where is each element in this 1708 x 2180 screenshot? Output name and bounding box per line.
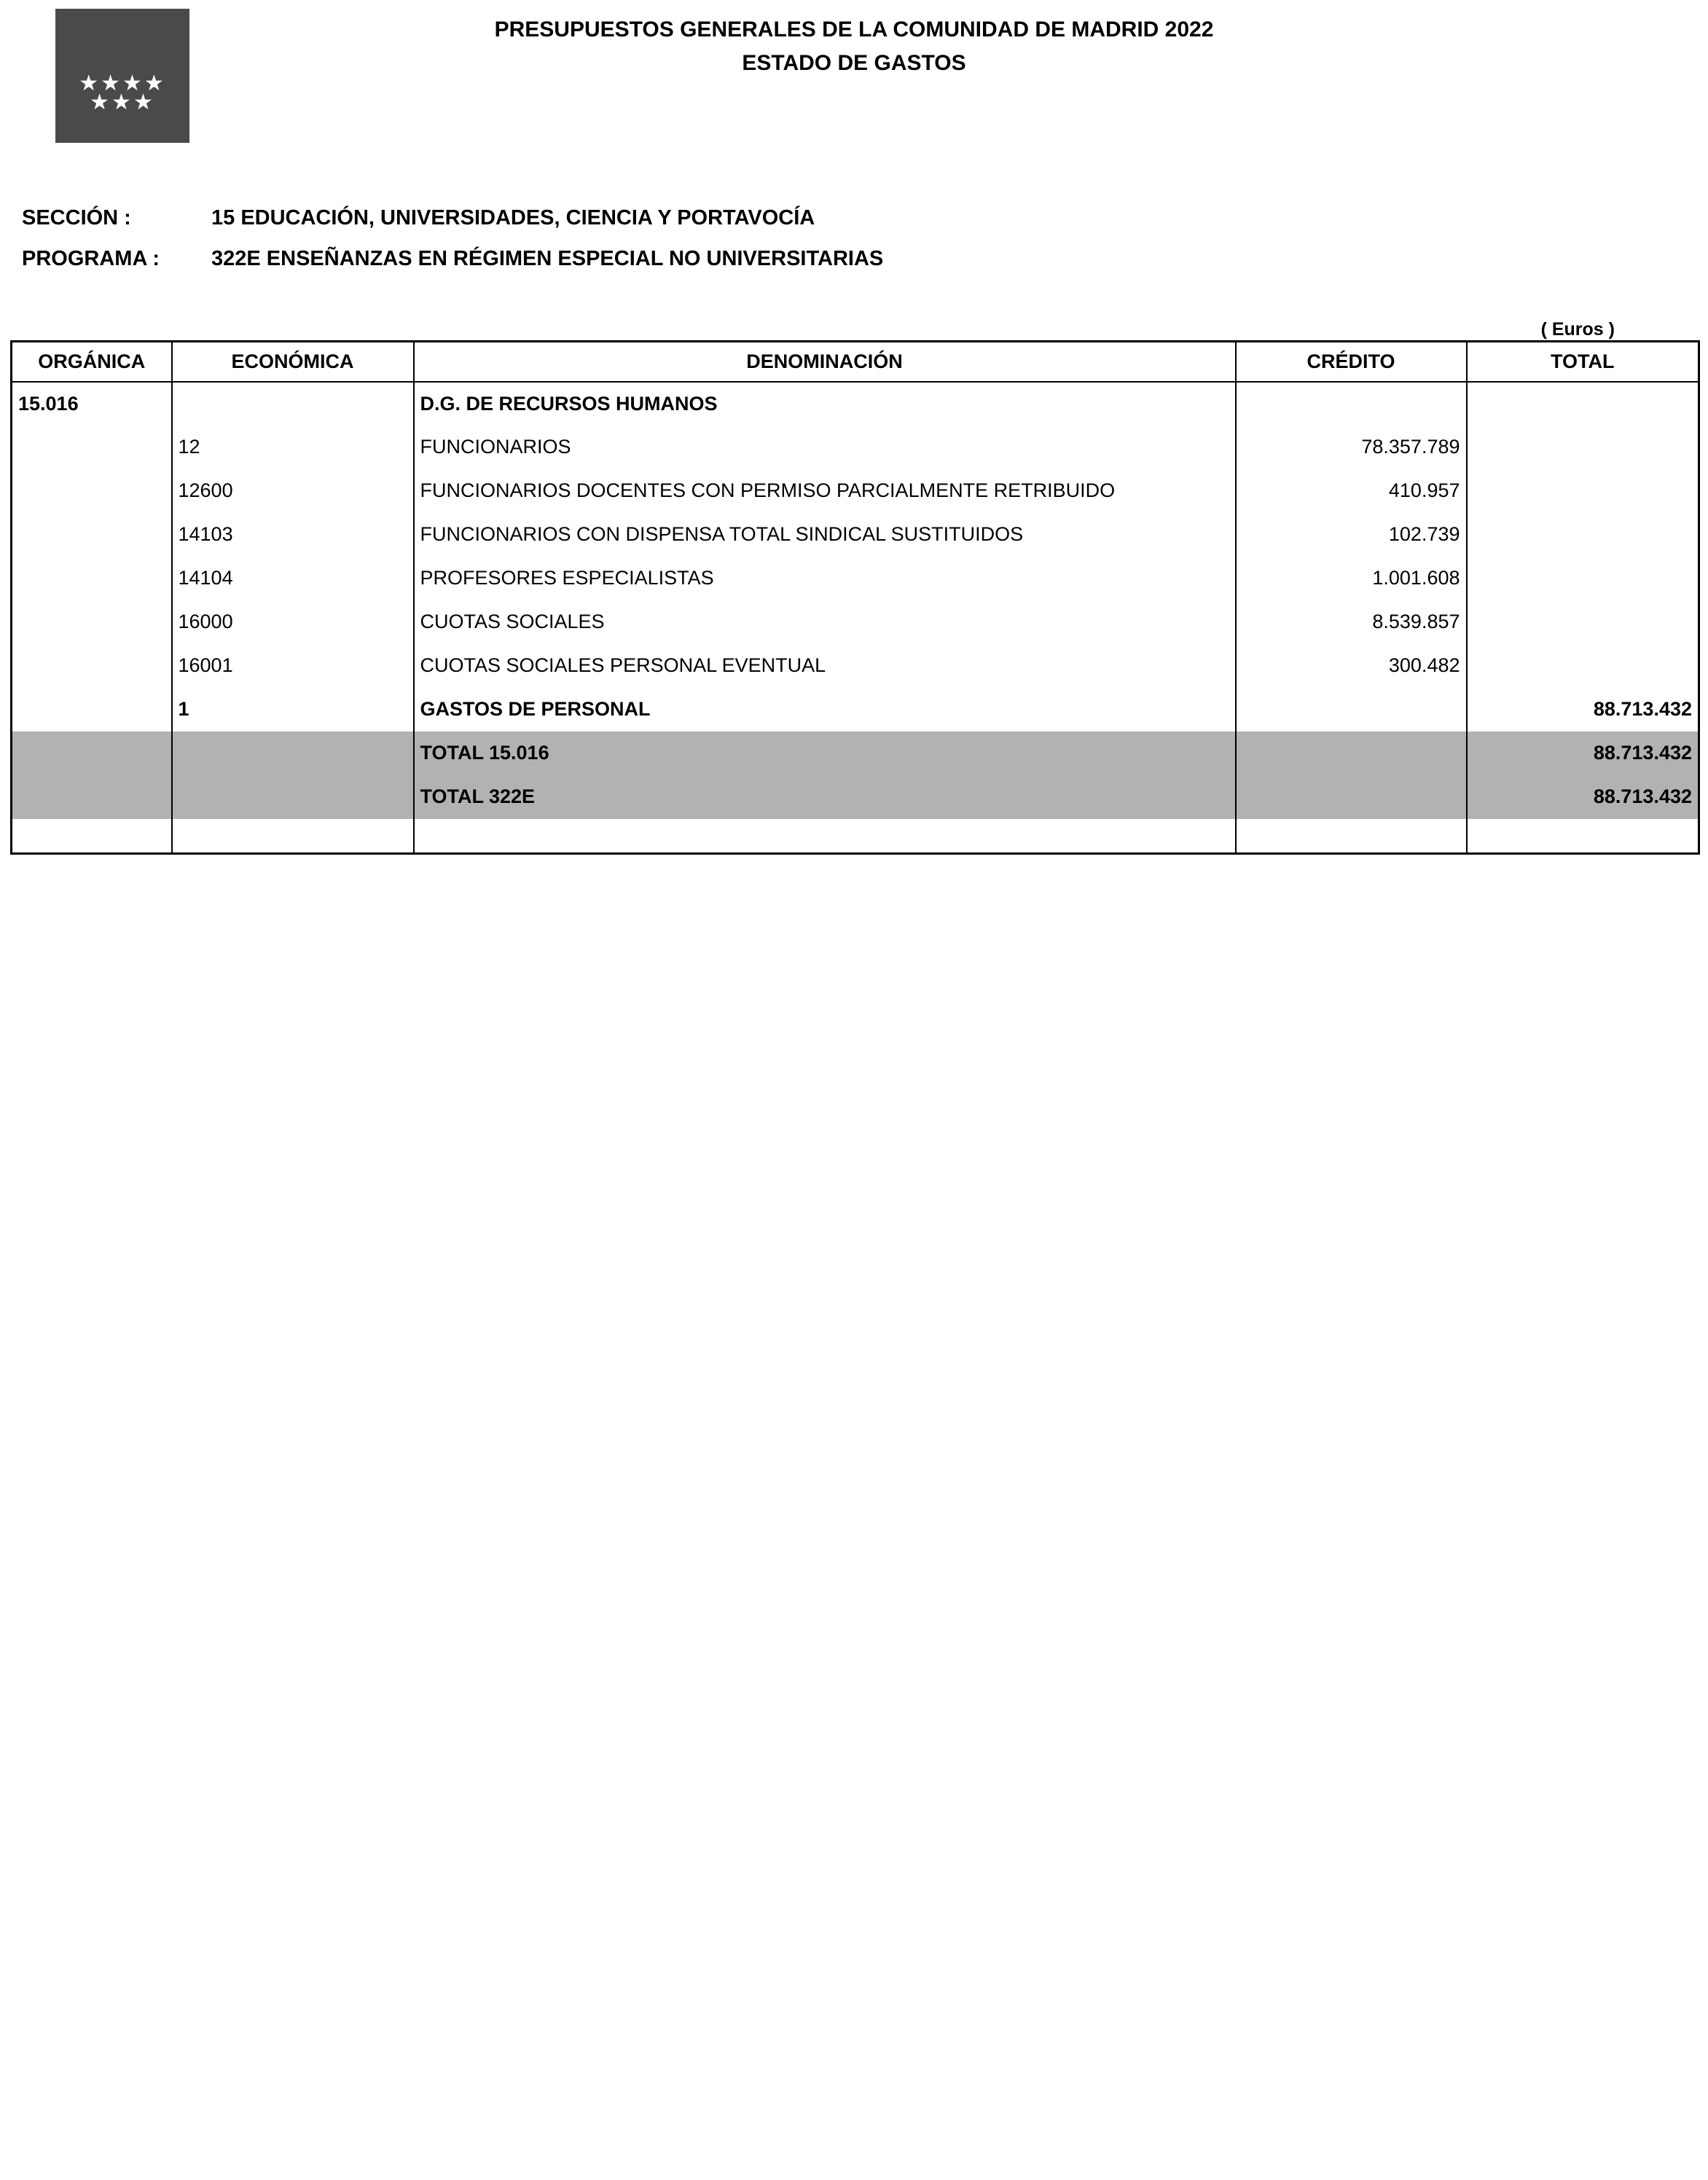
cell-credito: 102.739 bbox=[1236, 513, 1467, 557]
table-row bbox=[12, 426, 1699, 469]
column-header-organica: ORGÁNICA bbox=[12, 342, 172, 382]
cell-total: 88.713.432 bbox=[1467, 775, 1699, 819]
cell-economica: 12600 bbox=[172, 469, 414, 513]
table-row bbox=[12, 644, 1699, 688]
table-row bbox=[12, 382, 1699, 426]
cell-organica bbox=[12, 469, 172, 513]
cell-economica: 1 bbox=[172, 688, 414, 732]
cell-organica bbox=[12, 732, 172, 775]
cell-total: 88.713.432 bbox=[1467, 732, 1699, 775]
seccion-value: 15 EDUCACIÓN, UNIVERSIDADES, CIENCIA Y PORTAVOCÍA bbox=[211, 206, 815, 230]
cell-denominacion bbox=[414, 819, 1236, 854]
cell-total bbox=[1467, 819, 1699, 854]
document-title: PRESUPUESTOS GENERALES DE LA COMUNIDAD DE MADRID 2022 bbox=[494, 17, 1214, 42]
cell-organica bbox=[12, 819, 172, 854]
cell-denominacion: D.G. DE RECURSOS HUMANOS bbox=[414, 382, 1236, 426]
cell-credito bbox=[1236, 688, 1467, 732]
cell-organica bbox=[12, 557, 172, 600]
cell-organica bbox=[12, 644, 172, 688]
table-row bbox=[12, 469, 1699, 513]
cell-denominacion: TOTAL 15.016 bbox=[414, 732, 1236, 775]
cell-credito: 300.482 bbox=[1236, 644, 1467, 688]
cell-credito: 1.001.608 bbox=[1236, 557, 1467, 600]
cell-denominacion: FUNCIONARIOS bbox=[414, 426, 1236, 469]
cell-credito bbox=[1236, 819, 1467, 854]
programa-value: 322E ENSEÑANZAS EN RÉGIMEN ESPECIAL NO UNIVERSITARIAS bbox=[211, 247, 884, 270]
cell-denominacion: TOTAL 322E bbox=[414, 775, 1236, 819]
table-row bbox=[12, 688, 1699, 732]
cell-denominacion: FUNCIONARIOS DOCENTES CON PERMISO PARCIALMENTE RETRIBUIDO bbox=[414, 469, 1236, 513]
table-row bbox=[12, 819, 1699, 854]
cell-total bbox=[1467, 644, 1699, 688]
cell-economica bbox=[172, 775, 414, 819]
cell-organica bbox=[12, 688, 172, 732]
cell-credito bbox=[1236, 775, 1467, 819]
cell-organica bbox=[12, 775, 172, 819]
programa-row bbox=[22, 246, 883, 271]
cell-economica bbox=[172, 382, 414, 426]
seccion-label: SECCIÓN : bbox=[22, 206, 131, 230]
column-header-credito: CRÉDITO bbox=[1236, 342, 1467, 382]
cell-economica: 16001 bbox=[172, 644, 414, 688]
cell-credito: 78.357.789 bbox=[1236, 426, 1467, 469]
cell-total bbox=[1467, 382, 1699, 426]
cell-economica: 14103 bbox=[172, 513, 414, 557]
cell-organica bbox=[12, 513, 172, 557]
table-row bbox=[12, 775, 1699, 819]
column-header-total: TOTAL bbox=[1467, 342, 1699, 382]
cell-denominacion: GASTOS DE PERSONAL bbox=[414, 688, 1236, 732]
table-header-row bbox=[12, 342, 1699, 382]
cell-denominacion: CUOTAS SOCIALES bbox=[414, 600, 1236, 644]
document-subtitle: ESTADO DE GASTOS bbox=[742, 51, 966, 75]
currency-note: ( Euros ) bbox=[1540, 319, 1615, 340]
cell-organica: 15.016 bbox=[18, 392, 79, 415]
document-meta bbox=[22, 205, 883, 287]
cell-denominacion: PROFESORES ESPECIALISTAS bbox=[414, 557, 1236, 600]
cell-credito bbox=[1236, 382, 1467, 426]
cell-total bbox=[1467, 469, 1699, 513]
cell-economica: 16000 bbox=[172, 600, 414, 644]
column-header-denominacion: DENOMINACIÓN bbox=[414, 342, 1236, 382]
cell-credito bbox=[1236, 732, 1467, 775]
cell-economica bbox=[172, 732, 414, 775]
budget-table bbox=[10, 340, 1700, 855]
table-row bbox=[12, 557, 1699, 600]
cell-total bbox=[1467, 557, 1699, 600]
programa-label: PROGRAMA : bbox=[22, 247, 160, 270]
cell-economica bbox=[172, 819, 414, 854]
table-row bbox=[12, 513, 1699, 557]
stars-row-bottom: ★★★ bbox=[90, 90, 155, 114]
cell-economica: 14104 bbox=[172, 557, 414, 600]
cell-denominacion: FUNCIONARIOS CON DISPENSA TOTAL SINDICAL SUSTITUIDOS bbox=[414, 513, 1236, 557]
cell-total bbox=[1467, 426, 1699, 469]
cell-economica: 12 bbox=[172, 426, 414, 469]
cell-credito: 8.539.857 bbox=[1236, 600, 1467, 644]
column-header-economica: ECONÓMICA bbox=[172, 342, 414, 382]
table-row bbox=[12, 732, 1699, 775]
table-row bbox=[12, 600, 1699, 644]
cell-total: 88.713.432 bbox=[1467, 688, 1699, 732]
cell-organica bbox=[12, 426, 172, 469]
cell-organica bbox=[12, 600, 172, 644]
stars-row-top: ★★★★ bbox=[79, 71, 166, 95]
seccion-row bbox=[22, 205, 883, 230]
cell-credito: 410.957 bbox=[1236, 469, 1467, 513]
cell-total bbox=[1467, 513, 1699, 557]
document-header bbox=[0, 13, 1708, 80]
cell-denominacion: CUOTAS SOCIALES PERSONAL EVENTUAL bbox=[414, 644, 1236, 688]
cell-total bbox=[1467, 600, 1699, 644]
